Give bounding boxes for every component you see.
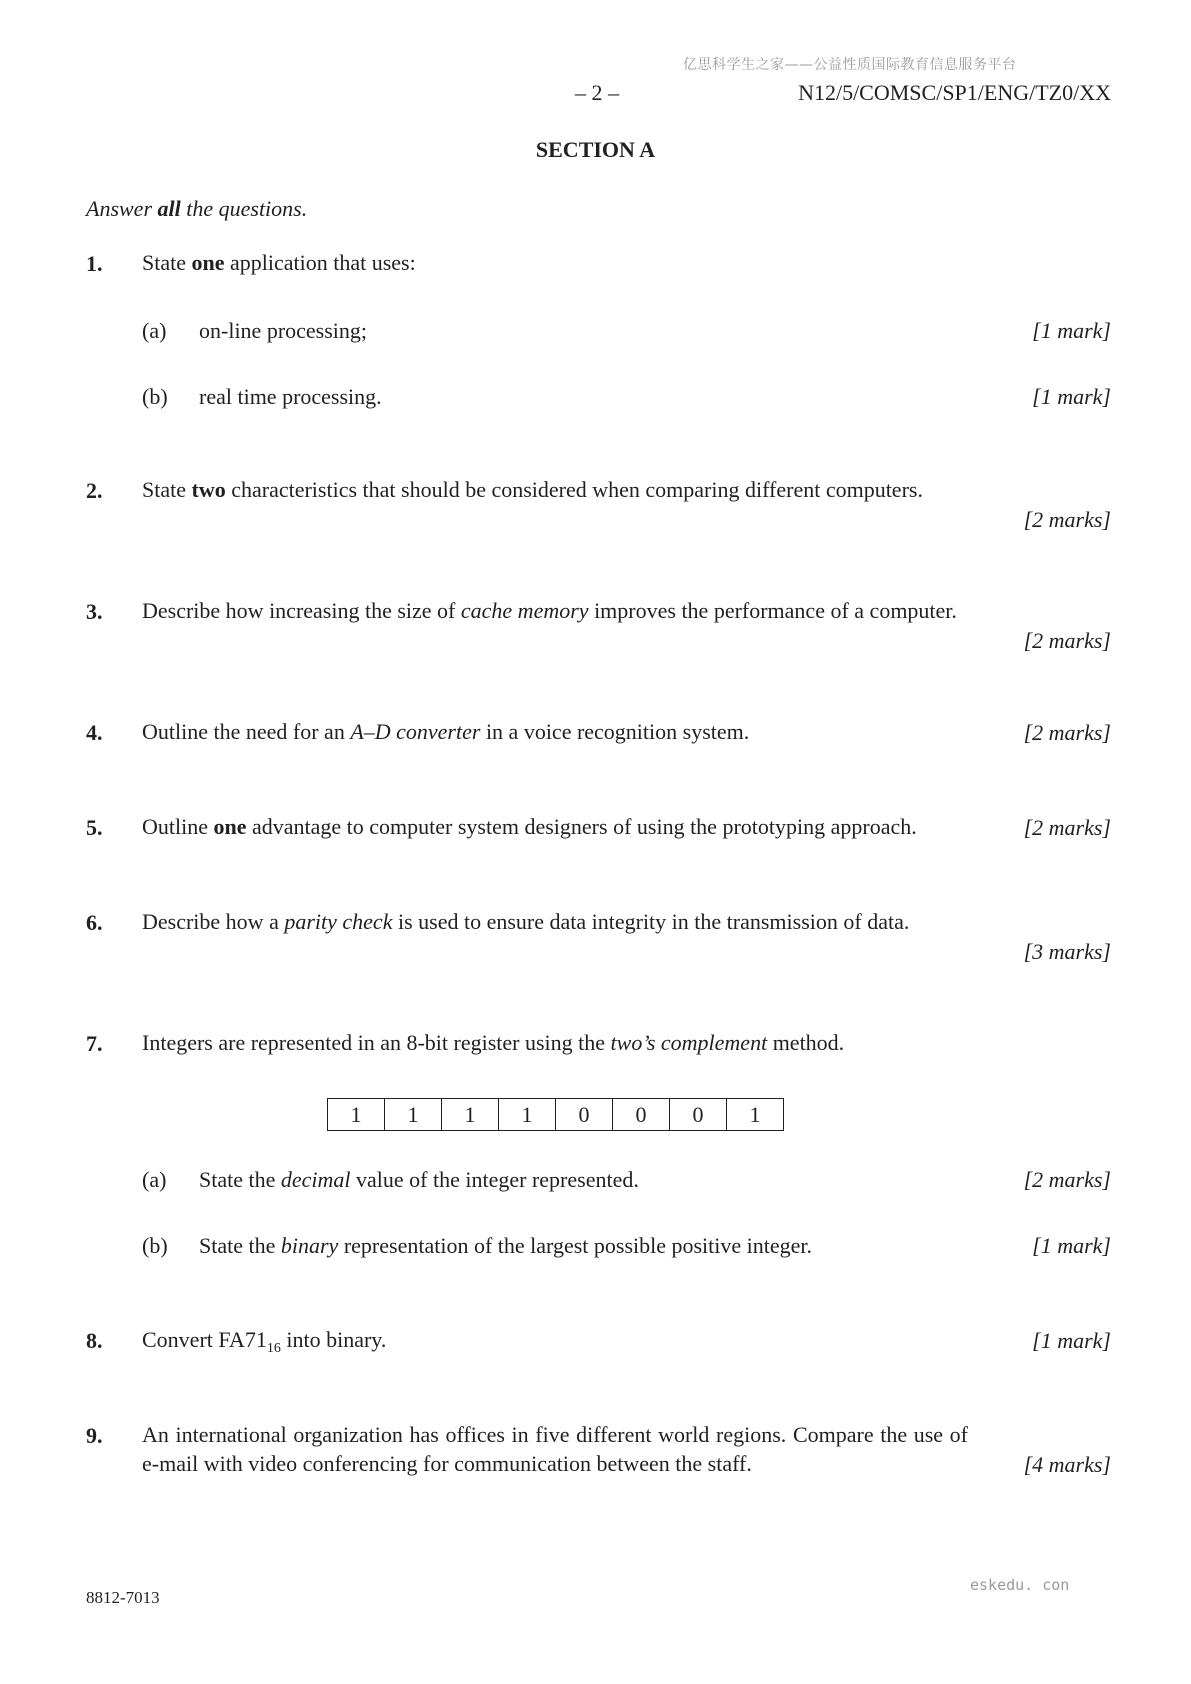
page-number: – 2 – [575, 80, 619, 105]
watermark-footer: eskedu. con [970, 1576, 1070, 1594]
subquestion-text: on-line processing; [199, 318, 368, 343]
section-title: SECTION A [535, 137, 656, 162]
marks-label: [3 marks] [1023, 939, 1111, 964]
register-bit: 1 [499, 1099, 556, 1130]
question-number: 5. [86, 815, 103, 840]
register-bit: 1 [442, 1099, 499, 1130]
paper-code: N12/5/COMSC/SP1/ENG/TZ0/XX [798, 80, 1111, 105]
marks-label: [2 marks] [1023, 720, 1111, 745]
question-text: Describe how a parity check is used to ensure data integrity in the transmission of data. [142, 909, 910, 934]
marks-label: [4 marks] [1023, 1452, 1111, 1477]
question-text: Integers are represented in an 8-bit register using the two’s complement method. [142, 1030, 845, 1055]
question-number: 6. [86, 910, 103, 935]
marks-label: [1 mark] [1032, 384, 1111, 409]
marks-label: [1 mark] [1032, 1328, 1111, 1353]
question-number: 2. [86, 478, 103, 503]
question-text: An international organization has offices in five different world regions. Compare the use of e-mail with video conferencing for communication between the staff. [142, 1422, 968, 1476]
watermark-header: 亿思科学生之家——公益性质国际教育信息服务平台 [683, 57, 1017, 73]
question-number: 3. [86, 599, 103, 624]
marks-label: [2 marks] [1023, 815, 1111, 840]
register-bit: 1 [727, 1099, 784, 1130]
subquestion-label: (a) [142, 1167, 167, 1192]
question-text: Convert $FA71_{16}$ into binary. [142, 1327, 387, 1356]
marks-label: [1 mark] [1032, 318, 1111, 343]
marks-label: [1 mark] [1032, 1233, 1111, 1258]
bit-register [327, 1098, 784, 1131]
footer-code: 8812-7013 [86, 1588, 160, 1607]
marks-label: [2 marks] [1023, 1167, 1111, 1192]
question-number: 8. [86, 1328, 103, 1353]
register-bit: 1 [385, 1099, 442, 1130]
subquestion-label: (b) [142, 384, 168, 409]
marks-label: [2 marks] [1023, 628, 1111, 653]
instruction: Answer all the questions. [86, 196, 308, 221]
subquestion-text: State the binary representation of the largest possible positive integer. [199, 1233, 813, 1258]
question-text: Describe how increasing the size of cache memory improves the performance of a computer. [142, 598, 957, 623]
question-number: 9. [86, 1423, 103, 1448]
marks-label: [2 marks] [1023, 507, 1111, 532]
subquestion-label: (a) [142, 318, 167, 343]
question-text: Outline the need for an A–D converter in a voice recognition system. [142, 719, 750, 744]
register-bit: 0 [613, 1099, 670, 1130]
question-text: State one application that uses: [142, 250, 416, 275]
question-number: 7. [86, 1031, 103, 1056]
question-text: State two characteristics that should be considered when comparing different computers. [142, 477, 923, 502]
register-bit: 0 [556, 1099, 613, 1130]
subquestion-text: State the decimal value of the integer represented. [199, 1167, 639, 1192]
subquestion-text: real time processing. [199, 384, 382, 409]
register-bit: 0 [670, 1099, 727, 1130]
register-bit: 1 [328, 1099, 385, 1130]
question-text: Outline one advantage to computer system designers of using the prototyping approach. [142, 814, 917, 839]
subquestion-label: (b) [142, 1233, 168, 1258]
question-number: 4. [86, 720, 103, 745]
subscript: 16 [266, 1341, 281, 1356]
question-number: 1. [86, 251, 103, 276]
